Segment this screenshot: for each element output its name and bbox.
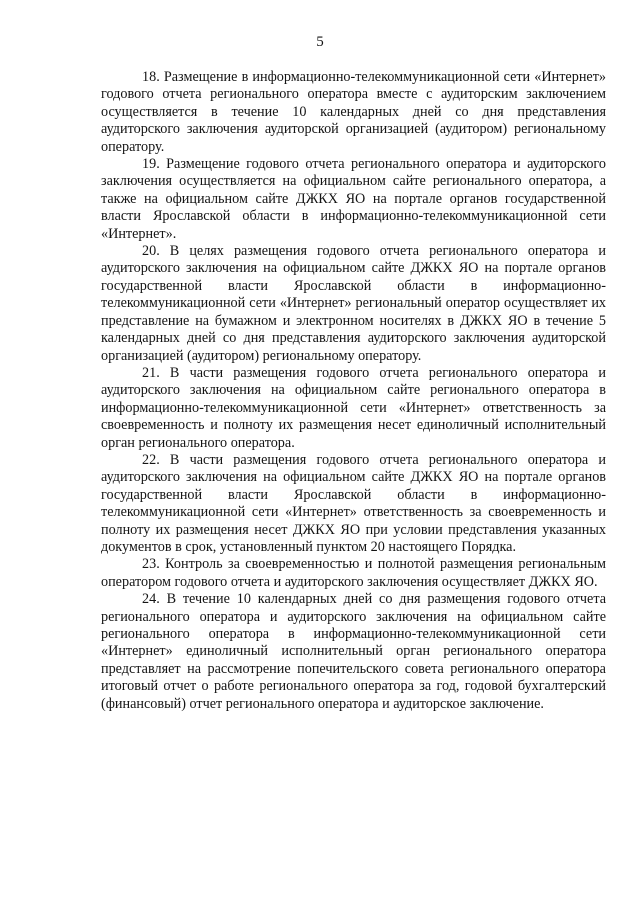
document-body (101, 69, 606, 713)
paragraph-24: 24. В течение 10 календарных дней со дня размещения годового отчета регионального оператора и аудиторского заключения на официальном сайте регионального оператора в информационно-телекоммуникационной сети «Интернет» единоличный исполнительный орган регионального оператора представляет на рассмотрение попечительского совета регионального оператора итоговый отчет о работе регионального оператора за год, годовой бухгалтерский (финансовый) отчет регионального оператора и аудиторское заключение. (101, 591, 606, 712)
paragraph-23: 23. Контроль за своевременностью и полнотой размещения региональным оператором годового отчета и аудиторского заключения осуществляет ДЖКХ ЯО. (101, 556, 606, 590)
paragraph-19: 19. Размещение годового отчета регионального оператора и аудиторского заключения осуществляется на официальном сайте регионального оператора, а также на официальном сайте ДЖКХ ЯО на портале органов государственной власти Ярославской области в информационно-телекоммуникационной сети «Интернет». (101, 156, 606, 242)
paragraph-21: 21. В части размещения годового отчета регионального оператора и аудиторского заключения на официальном сайте регионального оператора в информационно-телекоммуникационной сети «Интернет» ответственность за своевременность и полноту их размещения несет единоличный исполнительный орган регионального оператора. (101, 364, 606, 451)
page-number: 5 (316, 34, 324, 50)
paragraph-18: 18. Размещение в информационно-телекоммуникационной сети «Интернет» годового отчета регионального оператора вместе с аудиторским заключением осуществляется в течение 10 календарных дней со дня представления аудиторского заключения аудиторской организацией (аудитором) региональному оператору. (101, 69, 606, 155)
paragraph-20: 20. В целях размещения годового отчета регионального оператора и аудиторского заключения на официальном сайте ДЖКХ ЯО на портале органов государственной власти Ярославской области в информационно-телекоммуникационной сети «Интернет» региональный оператор осуществляет их представление на бумажном и электронном носителях в ДЖКХ ЯО в течение 5 календарных дней со дня представления аудиторского заключения аудиторской организацией (аудитором) региональному оператору. (101, 243, 606, 364)
paragraph-22: 22. В части размещения годового отчета регионального оператора и аудиторского заключения на официальном сайте ДЖКХ ЯО на портале органов государственной власти Ярославской области в информационно-телекоммуникационной сети «Интернет» ответственность за своевременность и полноту их размещения несет ДЖКХ ЯО при условии представления указанных документов в срок, установленный пунктом 20 настоящего Порядка. (101, 451, 606, 555)
